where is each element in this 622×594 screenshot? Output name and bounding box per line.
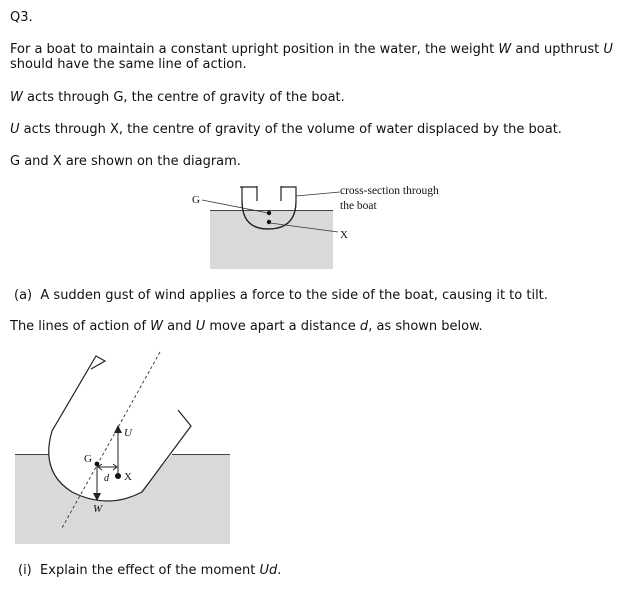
diagram1-caption-line1: cross-section through (340, 185, 439, 197)
intro-line-1: For a boat to maintain a constant upright position in the water, the weight W and upthrust U (10, 42, 613, 57)
point-x-2 (115, 473, 121, 479)
part-i-line: (i) Explain the effect of the moment Ud. (18, 563, 282, 578)
diagram2-label-x: X (124, 471, 132, 483)
diagram2-label-d: d (104, 473, 109, 484)
lines-of-action-text: The lines of action of W and U move apart a distance d, as shown below. (10, 319, 483, 334)
diagram1-caption-line2: the boat (340, 200, 377, 212)
diagram2-label-u: U (124, 427, 132, 439)
intro-line-2: should have the same line of action. (10, 57, 247, 72)
diagram1-label-x: X (340, 229, 348, 241)
part-a-label: (a) (14, 288, 33, 303)
question-number: Q3. (10, 10, 33, 25)
gx-line: G and X are shown on the diagram. (10, 154, 241, 169)
diagram1-label-g: G (192, 194, 200, 206)
part-i-label: (i) (18, 563, 32, 578)
part-a-line: (a) A sudden gust of wind applies a force to the side of the boat, causing it to tilt. (14, 288, 548, 303)
point-g-2 (95, 462, 100, 467)
u-acts-line: U acts through X, the centre of gravity of the volume of water displaced by the boat. (10, 122, 562, 137)
w-acts-line: W acts through G, the centre of gravity of the boat. (10, 90, 345, 105)
diagram2-label-g: G (84, 453, 92, 465)
diagram2-label-w: W (93, 503, 103, 515)
